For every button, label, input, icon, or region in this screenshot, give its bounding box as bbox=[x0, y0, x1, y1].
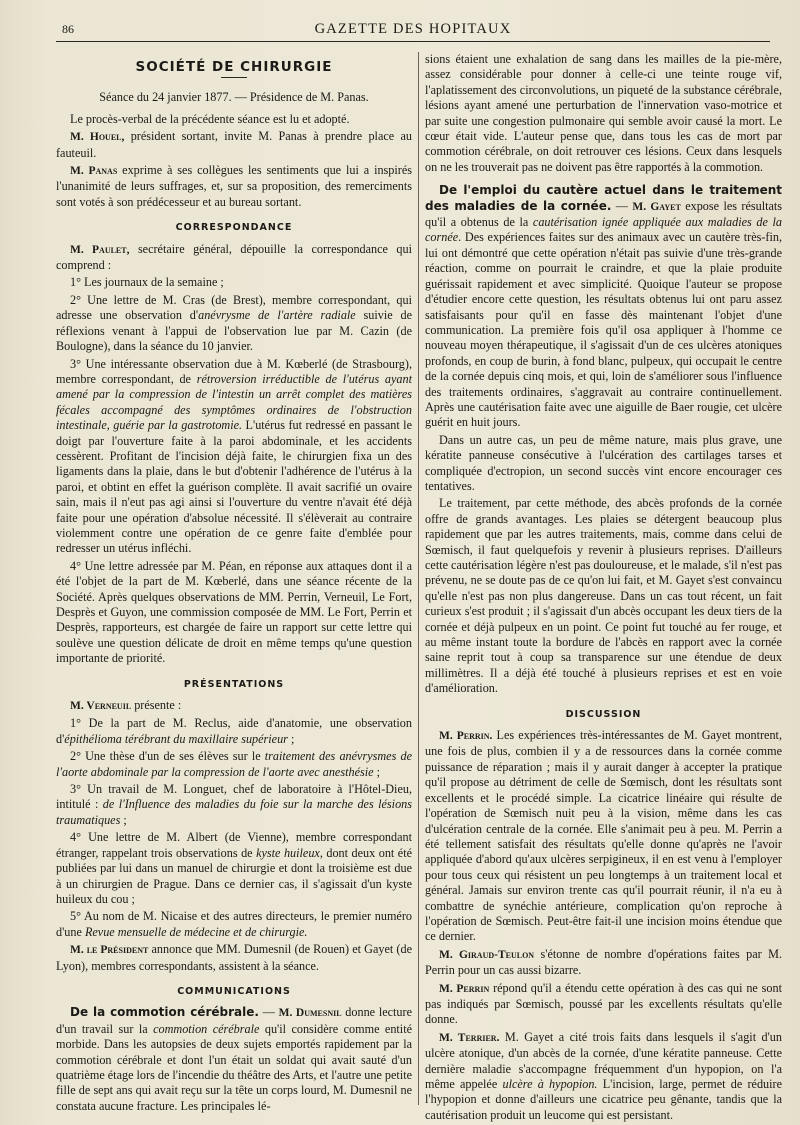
speaker-name: M. Houel, bbox=[70, 131, 125, 144]
speaker-name: M. Verneuil bbox=[70, 700, 132, 713]
article-heading: De la commotion cérébrale. bbox=[70, 1005, 259, 1020]
header-rule bbox=[56, 41, 770, 42]
paragraph-houel: M. Houel, président sortant, invite M. Panas à prendre place au fauteuil. bbox=[56, 129, 412, 160]
paragraph-president: M. le Président annonce que MM. Dumesnil (de Rouen) et Gayet (de Lyon), membres correspondants, assistent à la séance. bbox=[56, 942, 412, 973]
correspondance-item-2: 2° Une lettre de M. Cras (de Brest), membre correspondant, qui adresse une observation d'anévrysme de l'artère radiale suivie de réflexions venant à l'appui de l'observation lue par M. Cazin (de Boulogne), dans la séance du 10 janvier. bbox=[56, 292, 412, 354]
presentation-item-4: 4° Une lettre de M. Albert (de Vienne), membre correspondant étranger, rappelant trois observations de kyste huileux, dont deux ont été publiées par lui dans un manuel de chirurgie et dont la troisième est due à un chirurgien de Prague. Dans ce dernier cas, il s'agissait d'un kyste huileux du cou ; bbox=[56, 830, 413, 906]
paragraph-perrin-reply: M. Perrin répond qu'il a étendu cette opération à des cas qui ne sont pas indiqués par Sœmisch, poussé par les excellents résultats qu'elle donne. bbox=[425, 980, 782, 1027]
speaker-name: M. Paulet, bbox=[70, 243, 130, 256]
speaker-name: M. Terrier. bbox=[439, 1031, 500, 1044]
paragraph-giraud-teulon: M. Giraud-Teulon s'étonne de nombre d'opérations faites par M. Perrin pour un cas aussi bizarre. bbox=[425, 946, 782, 978]
left-column bbox=[56, 52, 412, 1116]
paragraph-panas: M. Panas exprime à ses collègues les sentiments que lui a inspirés l'unanimité de leurs suffrages, et, sur sa proposition, des remerciments sont votés à son prédécesseur et au bureau sortant. bbox=[56, 163, 412, 209]
section-title: SOCIÉTÉ DE CHIRURGIE bbox=[135, 59, 333, 75]
paragraph-verneuil: M. Verneuil présente : bbox=[70, 698, 182, 713]
subhead-discussion: DISCUSSION bbox=[565, 708, 642, 720]
title-rule bbox=[221, 77, 247, 78]
paragraph-continuation: sions étaient une exhalation de sang dans les mailles de la pie-mère, assez considérable pour donner à celle-ci une teinte rouge vif, l'aplatissement des circonvolutions, un piqueté de la substance cérébrale, lésions ayant amené une perturbation de l'innervation vaso-motrice et par suite une congestion pulmonaire qui semble avoir causé la mort. Le cœur était vide. L'auteur pense que, dans tous les cas de mort par commotion cérébrale, on doit retrouver ces lésions. Ceux dans lesquels on ne les trouverait pas ne doivent pas être rapportés à la commotion. bbox=[425, 52, 782, 174]
presentation-item-2: 2° Une thèse d'un de ses élèves sur le traitement des anévrysmes de l'aorte abdominale par la compression de l'aorte avec anesthésie ; bbox=[56, 749, 412, 779]
presentation-item-3: 3° Un travail de M. Longuet, chef de laboratoire à l'Hôtel-Dieu, intitulé : de l'Influence des maladies du foie sur la marche des lésions traumatiques ; bbox=[56, 782, 412, 827]
column-divider bbox=[418, 52, 419, 1105]
correspondance-item-3: 3° Une intéressante observation due à M. Kœberlé (de Strasbourg), membre correspondant, de rétroversion irréductible de l'utérus ayant amené par la compression de l'intestin un arrêt complet des matières fécales accompagné des symptômes ordinaires de l'obstruction intestinale, guérie par la gastrotomie. L'utérus fut redressé en passant le doigt par l'ouverture faite à la paroi abdominale, et les accidents cessèrent. Profitant de l'incision déjà faite, le chirurgien fixa un des ligaments dans la plaie, dans le but d'obtenir l'adhérence de l'utérus à la paroi, et obtint en effet la guérison complète. Il avait sacrifié un ovaire sain, mais il n'eut pas agi ainsi si l'ouverture du ventre n'avait été déjà faite pour une opération d'absolue nécessité. Il s'élèverait au contraire violemment contre une opération de ce genre faite d'emblée pour redresser un utérus infléchi. bbox=[56, 356, 412, 556]
speaker-name: M. Giraud-Teulon bbox=[439, 948, 535, 961]
speaker-name: M. Perrin. bbox=[439, 730, 493, 743]
paragraph-keratite: Dans un autre cas, un peu de même nature, mais plus grave, une kératite panneuse consécutive à l'ulcération des cartilages tarses et compliquée d'ectropion, un second succès vint encore encourager ces tentatives. bbox=[425, 432, 782, 493]
page-number: 86 bbox=[62, 22, 74, 36]
presentation-item-1: 1° De la part de M. Reclus, aide d'anatomie, une observation d'épithélioma térébrant du maxillaire supérieur ; bbox=[56, 716, 412, 746]
speaker-name: M. Gayet bbox=[632, 200, 681, 213]
paragraph-traitement: Le traitement, par cette méthode, des abcès profonds de la cornée offre de grands avantages. Les plaies se détergent beaucoup plus rapidement que par les autres traitements, mais, comme dans celui de Sœmisch, il faut quelquefois y revenir à plusieurs reprises. D'ailleurs cette cautérisation légère n'est pas douloureuse, et le malade, s'il n'est pas prévenu, ne se doute pas de ce qu'on lui fait, et M. Gayet s'est convaincu qu'elle n'est pas non plus dangereuse. Dans un cas tout récent, un fait curieux s'est produit ; il s'agissait d'un abcès occupant les deux tiers de la cornée et déjà pulpeux en un point. Ce point fut touché au fer rouge, et au même instant toute la bordure de l'abcès en rapport avec la cornée saine reprit tout à coup sa transparence sur une étendue de deux millimètres. Il a déjà été touché à plusieurs reprises et est en voie d'amélioration. bbox=[425, 496, 782, 696]
subhead-communications: COMMUNICATIONS bbox=[177, 985, 291, 997]
paragraph-cautere: De l'emploi du cautère actuel dans le traitement des maladies de la cornée. — M. Gayet expose les résultats qu'il a obtenus de la cautérisation ignée appliquée aux maladies de la cornée. Des expériences faites sur des animaux avec un cautère très-fin, lui ont démontré que cette opération n'était pas suivie d'une très-grande réaction, comme on pourrait le craindre, et que la plaie produite guérissait rapidement et avec simplicité. Quoique l'auteur se propose d'étudier encore cette question, les résultats obtenus lui ont paru assez satisfaisants pour qu'il en fasse dès maintenant l'objet d'une communication. La première fois qu'il osa appliquer à l'homme ce nouveau moyen thérapeutique, il s'agissait d'un de ces ulcères atoniques profonds, en coup de burin, à fond blanc, pulpeux, qui occupait le centre de la cornée depuis cinq mois, et qui, loin de s'améliorer sous l'influence des traitements ordinaires, s'aggravait au contraire continuellement. Après une cautérisation faite avec une aiguille de Baer rougie, cet ulcère guérit en huit jours. bbox=[425, 183, 783, 430]
running-header bbox=[56, 22, 770, 42]
correspondance-item-4: 4° Une lettre adressée par M. Péan, en réponse aux attaques dont il a été l'objet de la part de M. Kœberlé, dans une séance récente de la Société. Après quelques observations de MM. Perrin, Verneuil, Le Fort, Desprès et Guyon, une commission composée de MM. Le Fort, Perrin et Desprès, rapporteurs, est chargée de faire un rapport sur cette lettre qui soulève une question délicate de droit en même temps qu'une question importante de priorité. bbox=[56, 558, 412, 666]
subhead-correspondance: CORRESPONDANCE bbox=[175, 222, 293, 234]
seance-line: Séance du 24 janvier 1877. — Présidence de M. Panas. bbox=[99, 90, 369, 105]
paragraph-terrier: M. Terrier. M. Gayet a cité trois faits dans lesquels il s'agit d'un ulcère atonique, d'un abcès de la cornée, d'une kératite panneuse. Cette dernière maladie s'accompagne fréquemment d'un hypopion, on l'a même appelée ulcère à hypopion. L'incision, large, permet de réduire l'hypopion et donne d'ailleurs une cicatrice peu gênante, tandis que la cautérisation produit un leucome qui est persistant. bbox=[425, 1029, 782, 1122]
paragraph-paulet: M. Paulet, secrétaire général, dépouille la correspondance qui comprend : bbox=[56, 241, 412, 273]
article-heading: De l'emploi du cautère actuel dans le traitement des maladies de la cornée. bbox=[425, 183, 782, 213]
correspondance-item-1: 1° Les journaux de la semaine ; bbox=[70, 275, 224, 290]
presentation-item-5: 5° Au nom de M. Nicaise et des autres directeurs, le premier numéro d'une Revue mensuelle de médecine et de chirurgie. bbox=[56, 909, 412, 939]
speaker-name: M. Perrin bbox=[439, 982, 490, 995]
paragraph-commotion: De la commotion cérébrale. — M. Dumesnil donne lecture d'un travail sur la commotion cérébrale qu'il considère comme entité morbide. Dans les autopsies de deux sujets emportés rapidement par la commotion cérébrale et dont l'un était un soldat qui avait sauté d'un quatrième étage lors de l'incendie du théâtre des Arts, et l'autre une petite fille de sept ans qui avait reçu sur la tête un corps lourd, M. Dumesnil ne constata aucune fracture. Les principales lé- bbox=[56, 1005, 412, 1113]
proces-verbal: Le procès-verbal de la précédente séance est lu et adopté. bbox=[70, 111, 350, 126]
right-column bbox=[425, 52, 782, 1125]
subhead-presentations: PRÉSENTATIONS bbox=[183, 678, 285, 690]
speaker-name: M. Dumesnil bbox=[278, 1007, 342, 1020]
speaker-name: M. Panas bbox=[70, 165, 118, 178]
journal-title: GAZETTE DES HOPITAUX bbox=[314, 21, 512, 37]
speaker-name: M. le Président bbox=[70, 944, 149, 957]
paragraph-perrin: M. Perrin. Les expériences très-intéressantes de M. Gayet montrent, une fois de plus, combien il y a de ressources dans la cornée comme puissance de réparation ; mais il y aurait danger à accepter la pratique qu'il propose au détriment de celle de Sœmisch, dont les résultats sont excellents et le procédé simple. La cicatrice linéaire qui résulte de l'opération de Sœmisch nuit peu à la vision, même dans les cas d'ulcération centrale de la cornée. Elle s'animait peu à peu. M. Perrin a été tellement satisfait des résultats qu'elle donne qu'après ne l'avoir appliquée d'abord qu'aux ulcères serpigineux, il en est venu à l'employer pour tous ceux qui résistent un peu longtemps à un traitement local et général. Jamais sur environ trente cas qu'il pourrait réunir, il n'a eu à combattre de synéchie antérieure, complication qu'on reproche à l'opération de Sœmisch. Peut-être fait-il une incision moins étendue que ce dernier. bbox=[425, 728, 782, 944]
